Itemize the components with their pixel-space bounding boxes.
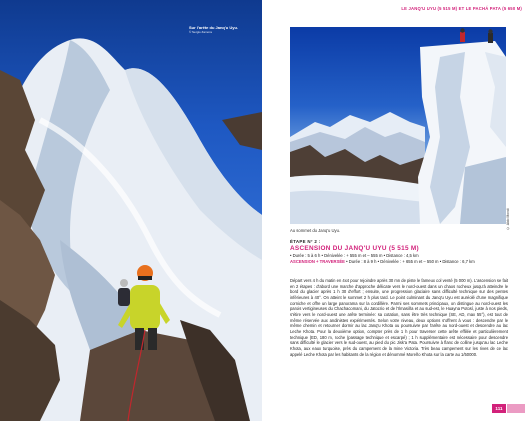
meta-line-2 — [290, 259, 508, 265]
step-meta — [290, 253, 508, 265]
page-edge-bar — [507, 404, 525, 413]
meta-tag: ASCENSION + TRAVERSÉE — [290, 259, 345, 264]
summit-photo — [290, 27, 506, 224]
step-label: ÉTAPE N° 2 : — [290, 239, 321, 244]
summit-illustration — [290, 27, 506, 224]
caption-title: Sur l'arête du Janq'u Uyu. — [189, 25, 239, 30]
photo-credit: © Aldo Mondi — [506, 208, 510, 230]
left-photo-caption — [189, 25, 257, 35]
body-paragraph: Départ vers 4 h du matin en 4x4 pour rejoindre après 30 mn de piste le fameux col venté (5 000 m). L'ascension se fait en 2 étapes : d'abord une marche d'approche délicate vers le nord-ouest dans un chaos rocheux jusqu'à atteindre le bord du glacier après 1 h 30 d'effort ; ensuite, une progression glaciaire sans difficulté technique sur des pentes inférieures à 40°. On atteint le sommet 2 h plus tard. Le point culminant du Janq'u Uyu est auréolé d'une magnifique corniche et offre un large panorama sur la cordillère. Parmi ses sommets principaux, on distingue au nord-ouest les parois vertigineuses du Chachacomani, du Jatocrio et de l'Ilmasiña et au sud-est, le Huayna Potosí, juste à nos pieds, s'étire vers le nord-ouest une arête terminée: sa cotation, sans être très technique (SE, AD, max 55°), est tout de même réservée aux andinistes expérimentés. Selon votre niveau, deux options s'offrent à vous : descendre par le même chemin et retourner dormir au lac Janq'u Khota ou poursuivre par l'arête au nord-ouest et descendre au lac Leche Khota. Pour la deuxième option, compter près de 1 h pour traverser cette arête effilée et particulièrement technique (ED, 180 m, roche (passage technique et escarpé) ; 1 h supplémentaire est nécessaire pour descendre sans difficulté le glacier vers le sud-ouest, au pied du pic Jisk'a Pata. Poursuivre à flanc de colline jusqu'au lac Leche Khota, aux eaux turquoise, près du campement de la mine Victoria. Très beau campement sur les rives de ce lac appelé Leche Khota par les habitants de la région et dénommé Moreño Khota sur la carte au 1/50000. — [290, 278, 508, 357]
summit-climbers — [460, 28, 493, 43]
meta-line-2-text: • Durée : 8 à 9 h • Dénivelée : + 655 m et – 550 m • Distance : 6,7 km — [344, 259, 475, 264]
meta-line-1: • Durée : 5 à 6 h • Dénivelée : + 555 m et – 555 m • Distance : 4,5 km — [290, 253, 419, 258]
mountaineer-ridge-photo — [0, 0, 262, 421]
step-title: ASCENSION DU JANQ'U UYU (5 515 M) — [290, 245, 419, 252]
summit-photo-caption: Au sommet du Janq'u Uyu. — [290, 228, 341, 233]
step-section-header — [290, 239, 508, 265]
running-head: LE JANQ'U UYU (5 515 M) ET LE PACHÁ PATA (5 650 M) — [401, 6, 522, 11]
caption-credit: © Sergio Zamora — [189, 30, 212, 34]
snow-ridge-illustration — [0, 0, 262, 421]
page-number: 111 — [492, 404, 506, 413]
